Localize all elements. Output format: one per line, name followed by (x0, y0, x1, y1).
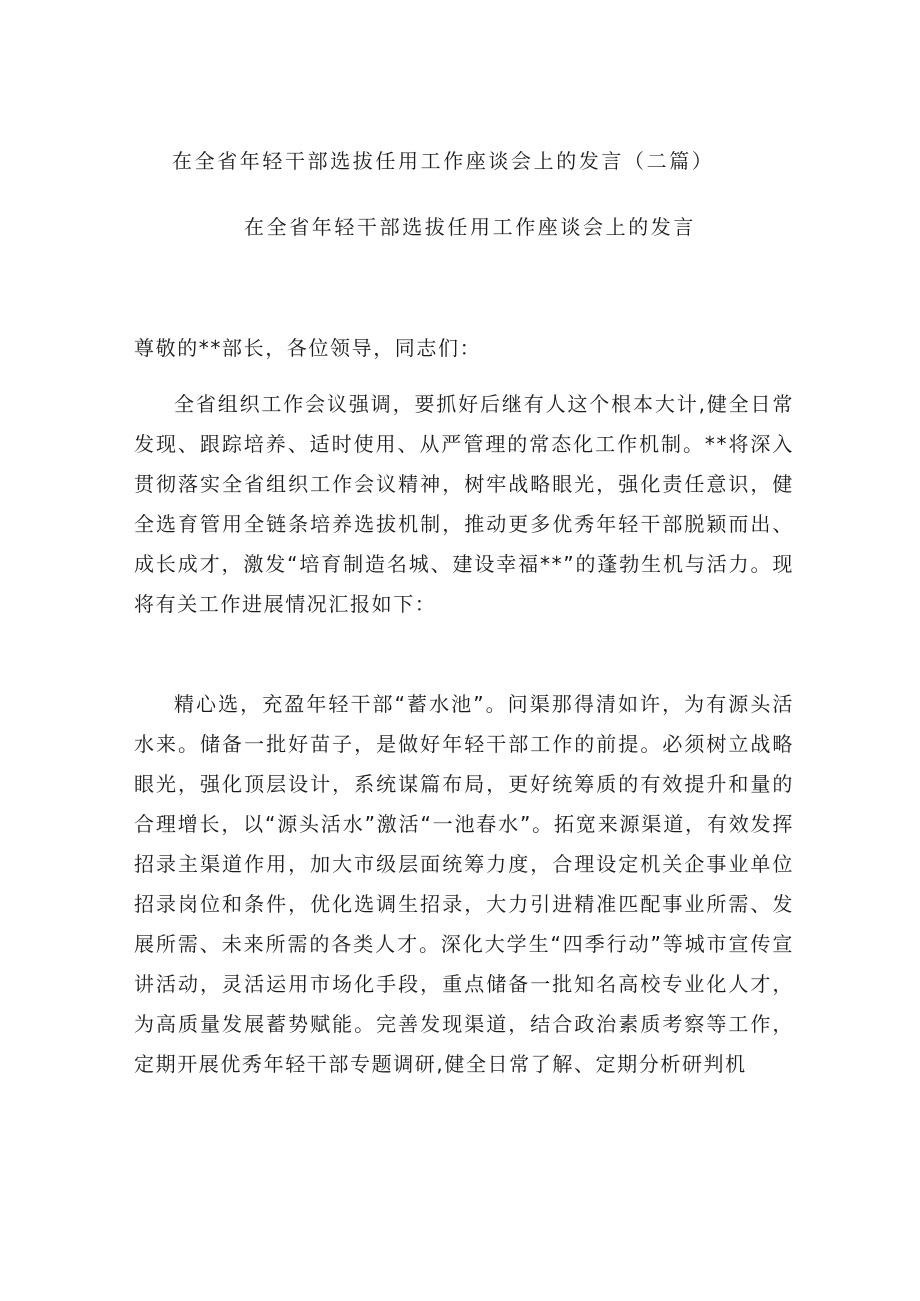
salutation: 尊敬的**部长，各位领导，同志们： (134, 336, 482, 360)
document-subtitle: 在全省年轻干部选拔任用工作座谈会上的发言 (244, 215, 696, 239)
paragraph-2: 精心选，充盈年轻干部“蓄水池”。问渠那得清如许，为有源头活水来。储备一批好苗子，是做好年轻干部工作的前提。必须树立战略眼光，强化顶层设计，系统谋篇布局，更好统筹质的有效提升和量的合理增长，以“源头活水”激活“一池春水”。拓宽来源渠道，有效发挥招录主渠道作用，加大市级层面统筹力度，合理设定机关企事业单位招录岗位和条件，优化选调生招录，大力引进精准匹配事业所需、发展所需、未来所需的各类人才。深化大学生“四季行动”等城市宣传宣讲活动，灵活运用市场化手段，重点储备一批知名高校专业化人才，为高质量发展蓄势赋能。完善发现渠道，结合政治素质考察等工作，定期开展优秀年轻干部专题调研,健全日常了解、定期分析研判机 (134, 692, 794, 1076)
paragraph-1: 全省组织工作会议强调，要抓好后继有人这个根本大计,健全日常发现、跟踪培养、适时使用、从严管理的常态化工作机制。**将深入贯彻落实全省组织工作会议精神，树牢战略眼光，强化责任意识，健全选育管用全链条培养选拔机制，推动更多优秀年轻干部脱颖而出、成长成才，激发“培育制造名城、建设幸福**”的蓬勃生机与活力。现将有关工作进展情况汇报如下： (134, 392, 794, 616)
document-title: 在全省年轻干部选拔任用工作座谈会上的发言（二篇） (172, 149, 715, 173)
